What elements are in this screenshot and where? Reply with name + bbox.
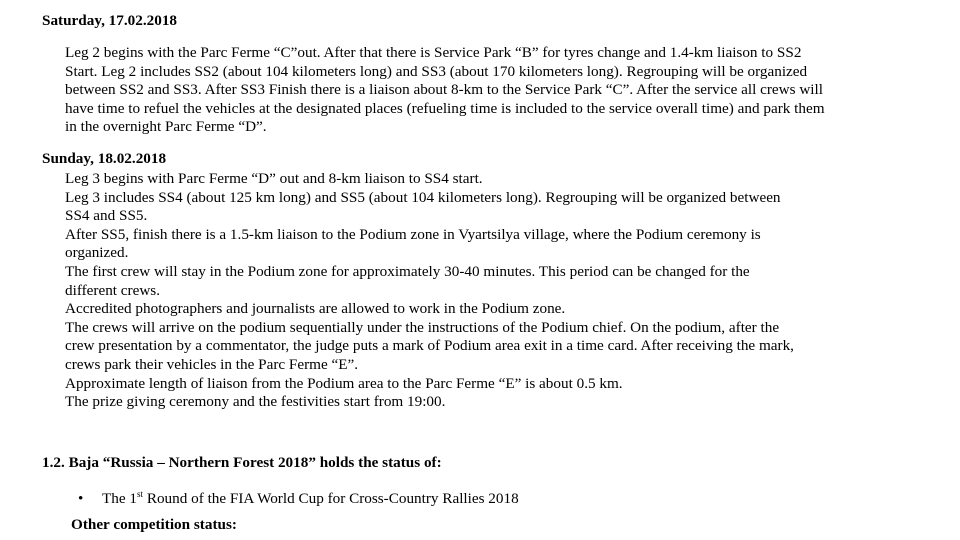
other-status-heading: Other competition status: (71, 516, 237, 533)
sunday-line: After SS5, finish there is a 1.5-km liaison to the Podium zone in Vyartsilya village, where the Podium ceremony is (65, 225, 761, 243)
section-1-2-heading: 1.2. Baja “Russia – Northern Forest 2018” holds the status of: (42, 454, 442, 471)
sunday-line: The crews will arrive on the podium sequentially under the instructions of the Podium chief. On the podium, after the (65, 318, 780, 336)
saturday-line: have time to refuel the vehicles at the designated places (refueling time is included to the service overall time) and park them (65, 99, 825, 117)
sunday-line: Approximate length of liaison from the Podium area to the Parc Ferme “E” is about 0.5 km. (65, 374, 623, 392)
saturday-line: in the overnight Parc Ferme “D”. (65, 118, 267, 136)
status-text-suffix: Round of the FIA World Cup for Cross-Country Rallies 2018 (143, 490, 519, 507)
saturday-paragraph (65, 44, 915, 137)
sunday-line: The prize giving ceremony and the festivities start from 19:00. (65, 393, 446, 411)
sunday-line: crew presentation by a commentator, the judge puts a mark of Podium area exit in a time card. After receiving the mark, (65, 337, 794, 355)
status-text-prefix: The 1 (102, 490, 138, 507)
sunday-line: different crews. (65, 281, 161, 299)
bullet-icon: • (78, 490, 84, 507)
sunday-heading: Sunday, 18.02.2018 (42, 150, 167, 167)
ordinal-suffix: st (137, 488, 144, 499)
sunday-line: Leg 3 includes SS4 (about 125 km long) and SS5 (about 104 kilometers long). Regrouping will be organized between (65, 188, 781, 206)
sunday-line: crews park their vehicles in the Parc Ferme “E”. (65, 355, 359, 373)
saturday-line: Leg 2 begins with the Parc Ferme “C”out. After that there is Service Park “B” for tyres change and 1.4-km liaison to SS2 (65, 44, 802, 61)
sunday-line: The first crew will stay in the Podium zone for approximately 30-40 minutes. This period can be changed for the (65, 262, 750, 280)
sunday-line: SS4 and SS5. (65, 207, 148, 225)
saturday-line: between SS2 and SS3. After SS3 Finish there is a liaison about 8-km to the Service Park “C”. After the service all crews will (65, 81, 823, 99)
sunday-line: Leg 3 begins with Parc Ferme “D” out and 8-km liaison to SS4 start. (65, 170, 483, 187)
status-list-item (78, 490, 519, 508)
sunday-paragraph (65, 170, 915, 412)
saturday-heading: Saturday, 17.02.2018 (42, 12, 178, 29)
sunday-line: Accredited photographers and journalists are allowed to work in the Podium zone. (65, 300, 566, 318)
saturday-line: Start. Leg 2 includes SS2 (about 104 kilometers long) and SS3 (about 170 kilometers long). Regrouping will be organized (65, 62, 808, 80)
sunday-line: organized. (65, 244, 129, 262)
